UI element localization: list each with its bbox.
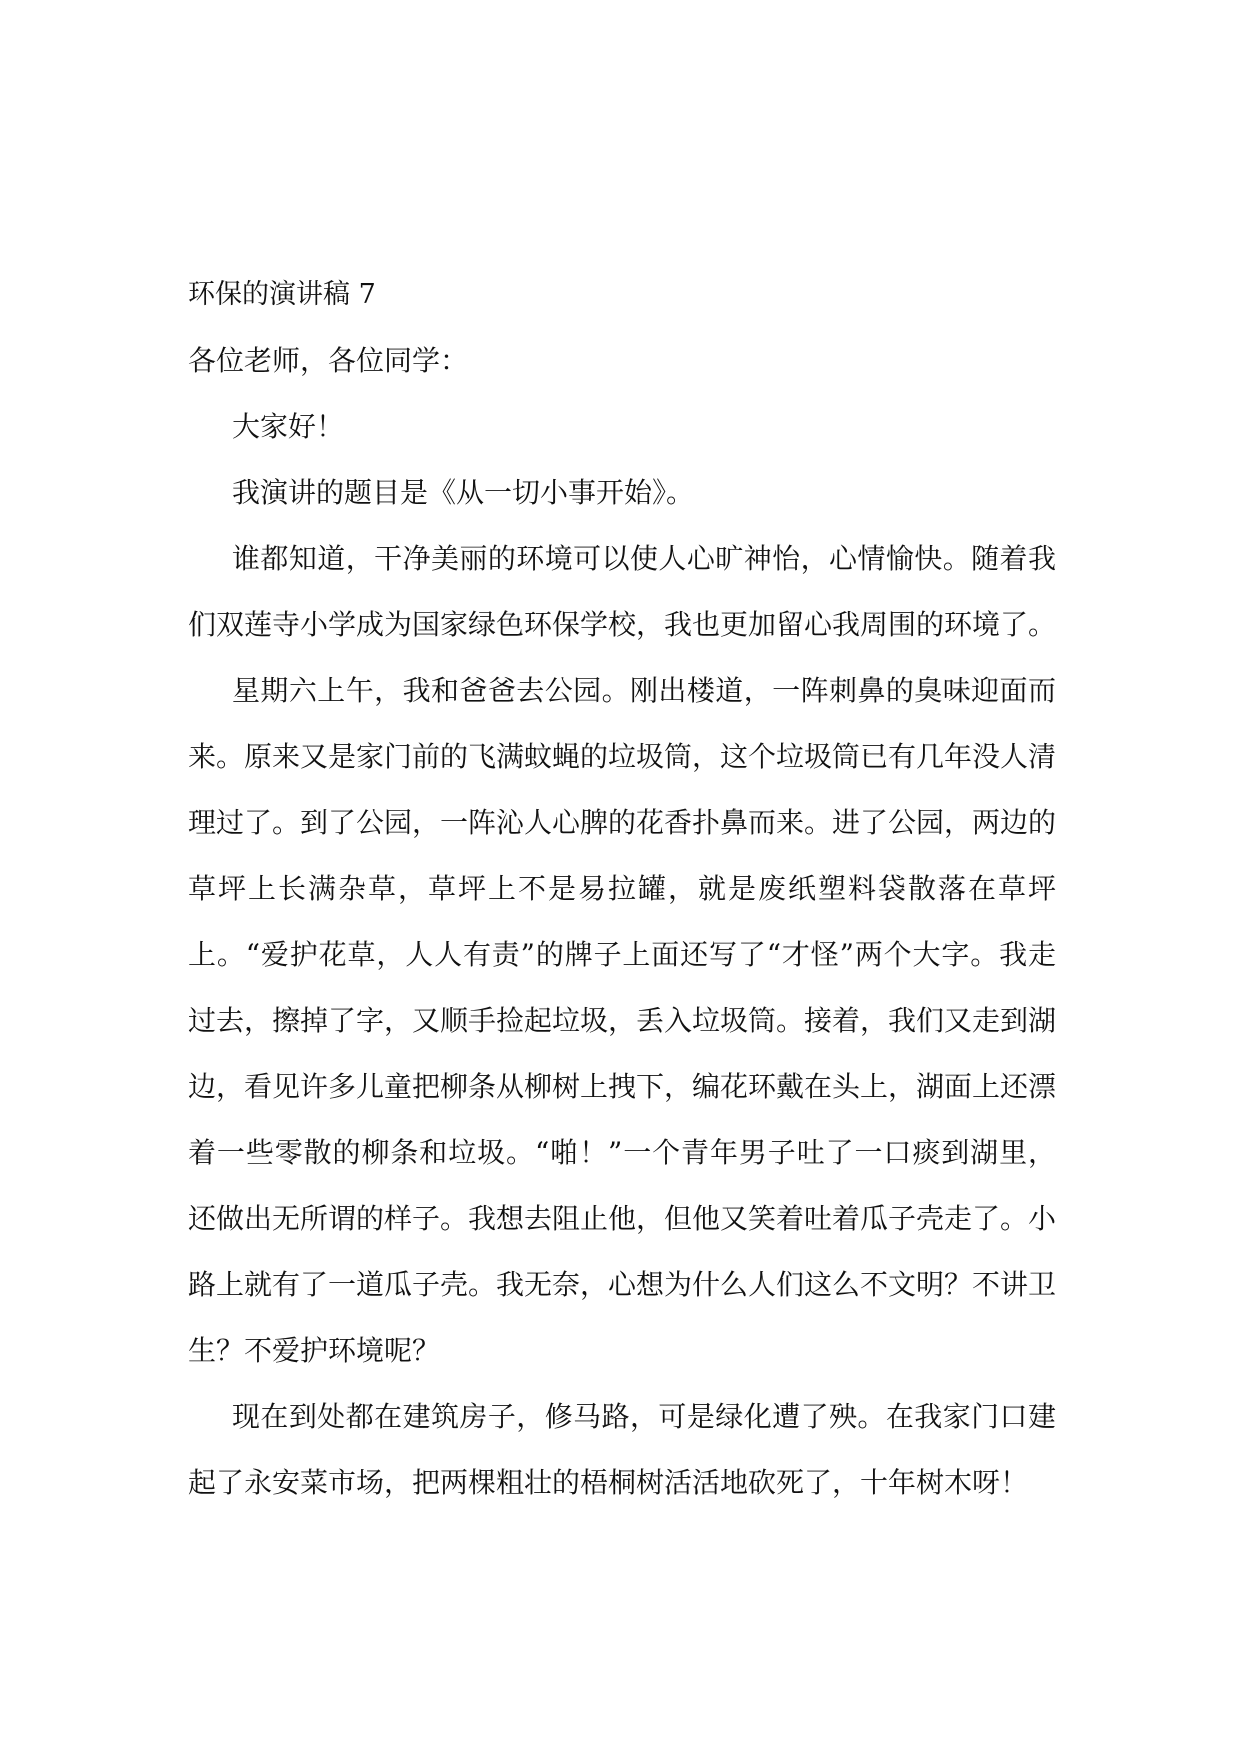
document-body (188, 262, 1056, 1516)
paragraph-intro: 谁都知道，干净美丽的环境可以使人心旷神怡，心情愉快。随着我们双莲寺小学成为国家绿色环保学校，我也更加留心我周围的环境了。 (188, 542, 1057, 641)
paragraph-park-story: 星期六上午，我和爸爸去公园。刚出楼道，一阵刺鼻的臭味迎面而来。原来又是家门前的飞满蚊蝇的垃圾筒，这个垃圾筒已有几年没人清理过了。到了公园，一阵沁人心脾的花香扑鼻而来。进了公园，两边的草坪上长满杂草，草坪上不是易拉罐，就是废纸塑料袋散落在草坪上。“爱护花草，人人有责”的牌子上面还写了“才怪”两个大字。我走过去，擦掉了字，又顺手捡起垃圾，丢入垃圾筒。接着，我们又走到湖边，看见许多儿童把柳条从柳树上拽下，编花环戴在头上，湖面上还漂着一些零散的柳条和垃圾。“啪！”一个青年男子吐了一口痰到湖里，还做出无所谓的样子。我想去阻止他，但他又笑着吐着瓜子壳走了。小路上就有了一道瓜子壳。我无奈，心想为什么人们这么不文明？不讲卫生？不爱护环境呢？ (188, 674, 1057, 1367)
paragraph-greeting: 大家好！ (232, 410, 345, 443)
salutation: 各位老师，各位同学： (188, 344, 469, 377)
paragraph-topic: 我演讲的题目是《从一切小事开始》。 (232, 476, 695, 509)
paragraph-construction: 现在到处都在建筑房子，修马路，可是绿化遭了殃。在我家门口建起了永安菜市场，把两棵粗壮的梧桐树活活地砍死了，十年树木呀！ (188, 1400, 1056, 1499)
document-title: 环保的演讲稿 7 (188, 279, 376, 310)
